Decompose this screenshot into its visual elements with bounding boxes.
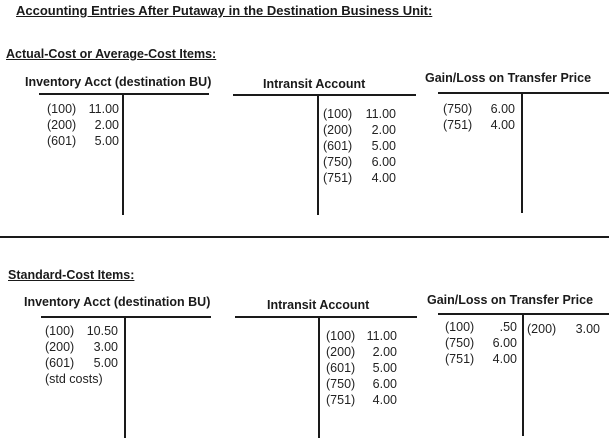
- debit-entries: [445, 319, 517, 367]
- entry-row: [445, 335, 517, 351]
- debit-entries: [443, 101, 515, 133]
- section-heading: Standard-Cost Items:: [8, 268, 135, 282]
- credit-entries: [323, 106, 396, 186]
- entry-row: [323, 170, 396, 186]
- t-account-top-line: [235, 316, 417, 318]
- account-code: (751): [326, 393, 356, 407]
- amount: 4.00: [371, 171, 396, 185]
- entry-row: [326, 360, 397, 376]
- debit-entries: [47, 101, 119, 149]
- amount: 4.00: [490, 118, 515, 132]
- entry-row: [323, 154, 396, 170]
- amount: 10.50: [86, 324, 118, 338]
- t-account-divider: [318, 316, 320, 438]
- amount: 2.00: [372, 345, 397, 359]
- t-account-top-line: [233, 94, 416, 96]
- amount: 6.00: [492, 336, 517, 350]
- amount: 11.00: [88, 102, 119, 116]
- entry-row: [326, 392, 397, 408]
- t-account-top-line: [39, 93, 209, 95]
- entry-note: [45, 371, 118, 387]
- entry-row: [445, 319, 517, 335]
- account-code: (750): [445, 336, 475, 350]
- amount: 5.00: [372, 361, 397, 375]
- account-code: (200): [45, 340, 75, 354]
- account-code: (200): [326, 345, 356, 359]
- account-header: Intransit Account: [263, 77, 366, 91]
- account-code: (750): [323, 155, 353, 169]
- debit-entries: [45, 323, 118, 387]
- account-code: (751): [445, 352, 475, 366]
- entry-row: [45, 339, 118, 355]
- t-account-divider: [317, 94, 319, 215]
- amount: 2.00: [94, 118, 119, 132]
- amount: 5.00: [94, 134, 119, 148]
- account-code: (750): [443, 102, 473, 116]
- account-header: Gain/Loss on Transfer Price: [425, 71, 592, 85]
- account-code: (200): [47, 118, 77, 132]
- account-code: (601): [323, 139, 353, 153]
- amount: 11.00: [365, 107, 396, 121]
- account-header: Intransit Account: [267, 298, 370, 312]
- entry-row: [47, 101, 119, 117]
- amount: 5.00: [371, 139, 396, 153]
- account-code: (601): [45, 356, 75, 370]
- account-header: Inventory Acct (destination BU): [25, 75, 212, 89]
- account-code: (200): [323, 123, 353, 137]
- entry-row: [443, 101, 515, 117]
- account-code: (601): [47, 134, 77, 148]
- account-code: (100): [326, 329, 356, 343]
- amount: 5.00: [93, 356, 118, 370]
- amount: 11.00: [366, 329, 397, 343]
- t-account-divider: [124, 316, 126, 438]
- account-code: (100): [323, 107, 353, 121]
- account-code: (100): [45, 324, 75, 338]
- entry-row: [326, 376, 397, 392]
- entry-row: [326, 328, 397, 344]
- section-divider: [0, 236, 609, 238]
- t-account-divider: [522, 313, 524, 436]
- t-account-divider: [521, 92, 523, 213]
- amount: .50: [499, 320, 517, 334]
- amount: 4.00: [372, 393, 397, 407]
- entry-row: [45, 323, 118, 339]
- entry-row: [326, 344, 397, 360]
- entry-row: [47, 117, 119, 133]
- amount: 3.00: [575, 322, 600, 336]
- account-code: (751): [323, 171, 353, 185]
- account-code: (100): [445, 320, 475, 334]
- account-code: (100): [47, 102, 77, 116]
- amount: 6.00: [372, 377, 397, 391]
- section-heading: Actual-Cost or Average-Cost Items:: [6, 47, 217, 61]
- page-title: Accounting Entries After Putaway in the Destination Business Unit:: [16, 3, 433, 18]
- entry-row: [323, 106, 396, 122]
- account-code: (601): [326, 361, 356, 375]
- amount: 6.00: [371, 155, 396, 169]
- account-code: (200): [527, 322, 557, 336]
- amount: 2.00: [371, 123, 396, 137]
- credit-entries: [527, 321, 600, 337]
- entry-row: [445, 351, 517, 367]
- t-account-divider: [122, 93, 124, 215]
- account-code: (750): [326, 377, 356, 391]
- t-account-top-line: [438, 92, 609, 94]
- amount: 6.00: [490, 102, 515, 116]
- t-account-top-line: [41, 316, 211, 318]
- entry-row: [323, 138, 396, 154]
- amount: 3.00: [93, 340, 118, 354]
- account-header: Gain/Loss on Transfer Price: [427, 293, 594, 307]
- entry-row: [443, 117, 515, 133]
- entry-row: [47, 133, 119, 149]
- entry-row: [323, 122, 396, 138]
- entry-row: [527, 321, 600, 337]
- amount: 4.00: [492, 352, 517, 366]
- account-code: (751): [443, 118, 473, 132]
- account-header: Inventory Acct (destination BU): [24, 295, 211, 309]
- credit-entries: [326, 328, 397, 408]
- entry-row: [45, 355, 118, 371]
- std-costs-note: (std costs): [45, 372, 103, 386]
